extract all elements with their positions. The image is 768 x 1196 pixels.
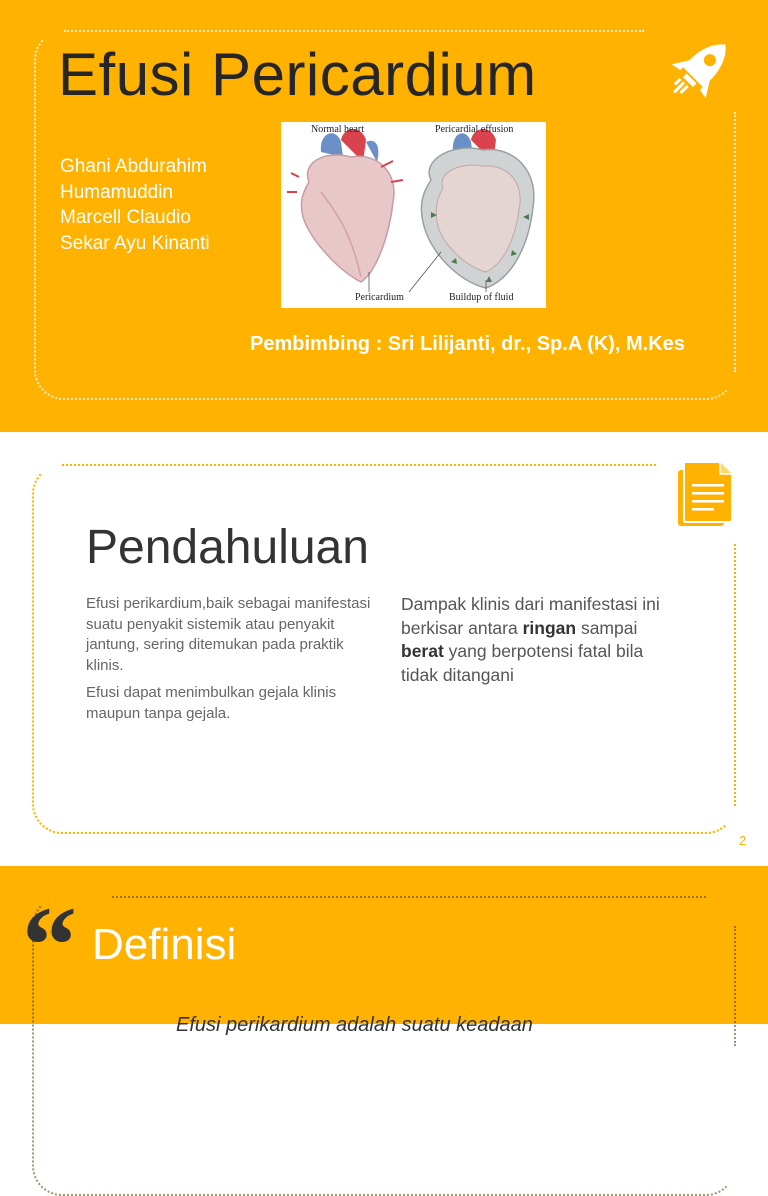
intro-slide (0, 432, 768, 866)
slide-title: Efusi Pericardium (58, 41, 537, 108)
frame-right-line (734, 926, 736, 1046)
label-pericardium: Pericardium (355, 292, 404, 303)
left-column (86, 594, 376, 731)
text-segment: sampai (576, 617, 638, 638)
author-name: Humamuddin (60, 181, 173, 203)
definition-slide (0, 866, 768, 1036)
supervisor-text: Pembimbing : Sri Lilijanti, dr., Sp.A (K), M.Kes (250, 333, 685, 355)
text-segment: yang berpotensi fatal bila tidak ditangani (401, 641, 644, 685)
author-name: Sekar Ayu Kinanti (60, 232, 210, 254)
frame-top-line (112, 896, 706, 898)
title-slide (0, 0, 768, 432)
frame-top-line (64, 30, 644, 32)
emphasis-berat: berat (401, 641, 444, 661)
page-number: 2 (739, 833, 747, 848)
quote-icon: “ (22, 884, 77, 1006)
heart-diagram-svg (281, 122, 546, 308)
frame-right-line (734, 112, 736, 372)
frame-top-line (62, 464, 656, 466)
section-title: Pendahuluan (86, 521, 369, 574)
paragraph: Efusi dapat menimbulkan gejala klinis maupun tanpa gejala. (86, 684, 337, 722)
label-normal-heart: Normal heart (311, 124, 365, 135)
document-icon (676, 460, 734, 528)
label-pericardial-effusion: Pericardial effusion (435, 124, 514, 135)
right-column (401, 593, 681, 687)
rocket-icon (660, 30, 740, 110)
emphasis-ringan: ringan (522, 617, 577, 638)
paragraph: Efusi perikardium,baik sebagai manifestasi suatu penyakit sistemik atau penyakit jantung, sering ditemukan pada praktik klinis. (86, 595, 371, 674)
section-title: Definisi (92, 920, 237, 969)
author-name: Ghani Abdurahim (60, 156, 207, 177)
definition-text: Efusi perikardium adalah suatu keadaan (176, 1014, 533, 1036)
author-list (60, 154, 210, 256)
frame-right-line (734, 544, 736, 806)
text-segment: Dampak klinis dari manifestasi ini berkisar antara (401, 594, 660, 638)
heart-illustration (281, 122, 546, 308)
author-name: Marcell Claudio (60, 207, 191, 228)
label-buildup-fluid: Buildup of fluid (449, 292, 514, 303)
